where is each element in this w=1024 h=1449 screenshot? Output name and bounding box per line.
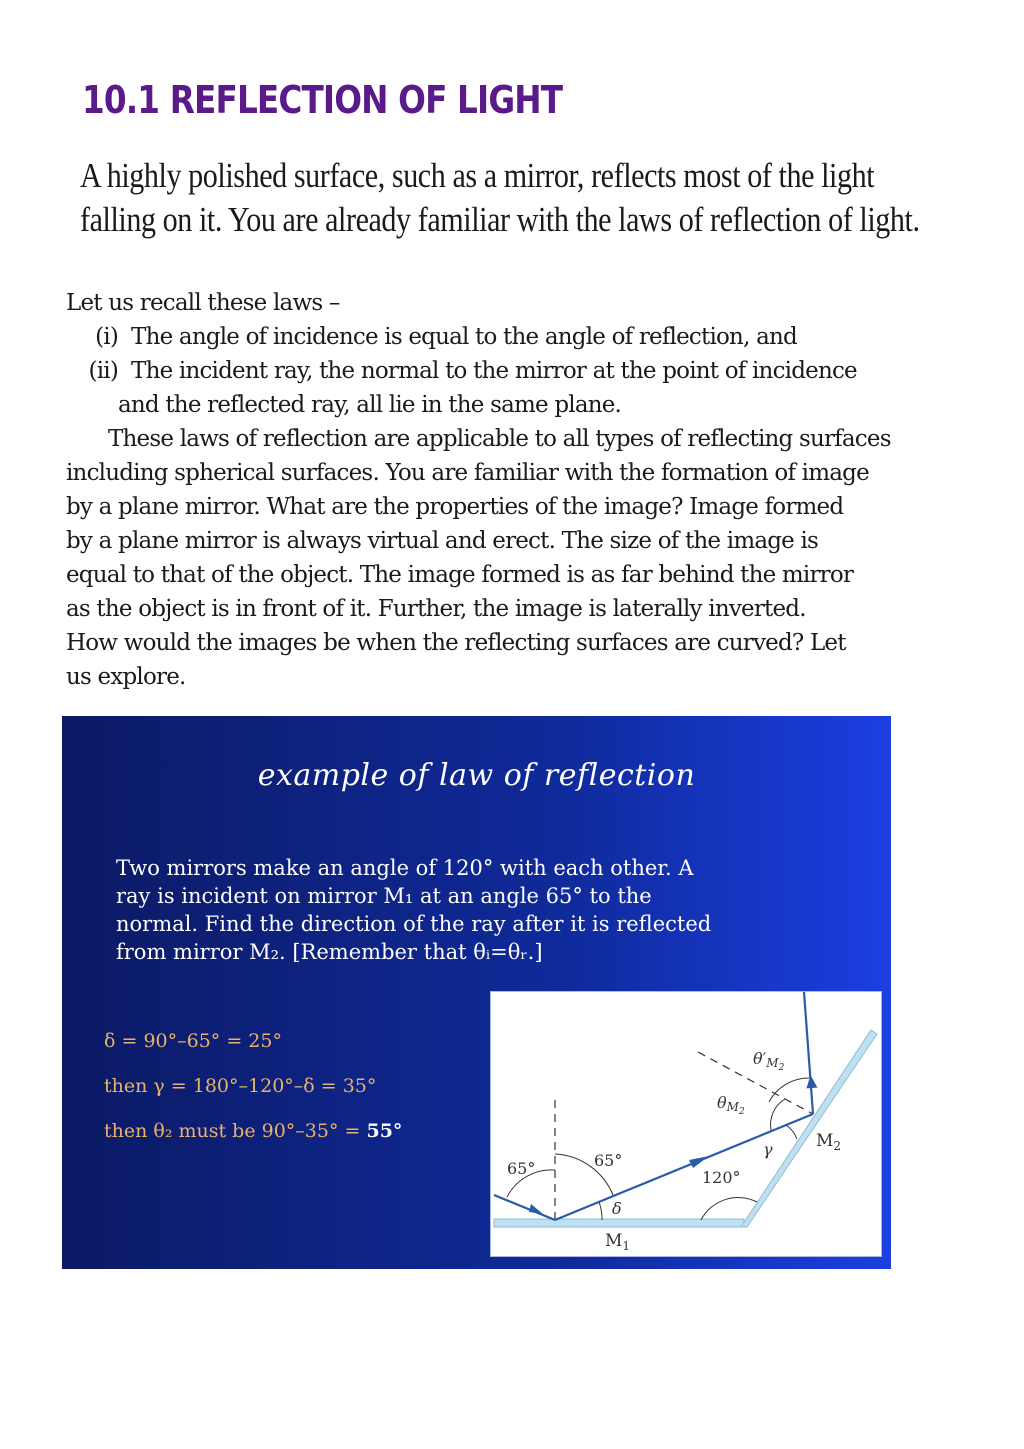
problem-line: normal. Find the direction of the ray after it is reflected (116, 912, 712, 936)
problem-line: Two mirrors make an angle of 120° with each other. A (116, 856, 694, 880)
solution-answer: 55° (366, 1120, 403, 1142)
arc-delta (599, 1202, 602, 1220)
problem-line: ray is incident on mirror M₁ at an angle 65° to the (116, 884, 652, 908)
label-mirror1: $M_1$ (605, 1231, 631, 1253)
intro-line: falling on it. You are already familiar with the laws of reflection of light. (80, 200, 920, 239)
solution-step: then γ = 180°–120°–δ = 35° (104, 1075, 377, 1097)
recall-line: Let us recall these laws – (66, 290, 340, 316)
paragraph-line: by a plane mirror is always virtual and erect. The size of the image is (66, 528, 819, 554)
paragraph-line: us explore. (66, 664, 186, 690)
paragraph-line: as the object is in front of it. Further, the image is laterally inverted. (66, 596, 806, 622)
paragraph-line: These laws of reflection are applicable to all types of reflecting surfaces (108, 426, 891, 452)
label-angle-reflected: 65° (594, 1151, 623, 1170)
law-text: The angle of incidence is equal to the angle of reflection, and (131, 324, 797, 350)
label-theta-prime: θ′M2 (753, 1049, 785, 1073)
paragraph-line: by a plane mirror. What are the properties of the image? Image formed (66, 494, 844, 520)
section-heading: 10.1 REFLECTION OF LIGHT (82, 78, 563, 122)
incident-ray (494, 1195, 555, 1220)
final-ray (804, 992, 813, 1114)
incident-arrow (529, 1204, 543, 1214)
solution-step: then θ₂ must be 90°–35° = 55° (104, 1120, 403, 1142)
problem-line: from mirror M₂. [Remember that θᵢ=θᵣ.] (116, 940, 543, 964)
mirror-diagram (490, 991, 882, 1257)
arc-gamma (786, 1125, 797, 1139)
law-item (66, 320, 892, 354)
mirror-m1 (494, 1219, 744, 1227)
label-angle-incident: 65° (507, 1159, 536, 1178)
intro-text (80, 154, 920, 242)
paragraph-line: How would the images be when the reflecting surfaces are curved? Let (66, 630, 846, 656)
panel-title: example of law of reflection (257, 758, 696, 793)
example-panel (62, 716, 891, 1269)
reflected-arrow (689, 1156, 709, 1168)
arc-theta-prime (769, 1078, 809, 1102)
label-120: 120° (702, 1168, 741, 1187)
label-theta-m2: θM2 (717, 1093, 745, 1117)
body-text (66, 286, 892, 694)
paragraph-line: including spherical surfaces. You are familiar with the formation of image (66, 460, 869, 486)
solution-steps (104, 1030, 402, 1165)
problem-text (116, 854, 756, 966)
label-mirror2: $M_2$ (816, 1131, 842, 1153)
law-item (66, 354, 892, 388)
paragraph-line: equal to that of the object. The image formed is as far behind the mirror (66, 562, 854, 588)
label-gamma: γ (763, 1140, 773, 1159)
label-delta: δ (612, 1199, 622, 1218)
law-text-continued: and the reflected ray, all lie in the same plane. (118, 392, 622, 418)
law-text: The incident ray, the normal to the mirror at the point of incidence (131, 358, 857, 384)
final-arrow (806, 1075, 818, 1089)
law-number: (ii) (88, 358, 118, 384)
law-number: (i) (95, 324, 118, 350)
intro-line: A highly polished surface, such as a mirror, reflects most of the light (80, 156, 875, 195)
solution-step: δ = 90°–65° = 25° (104, 1030, 282, 1052)
